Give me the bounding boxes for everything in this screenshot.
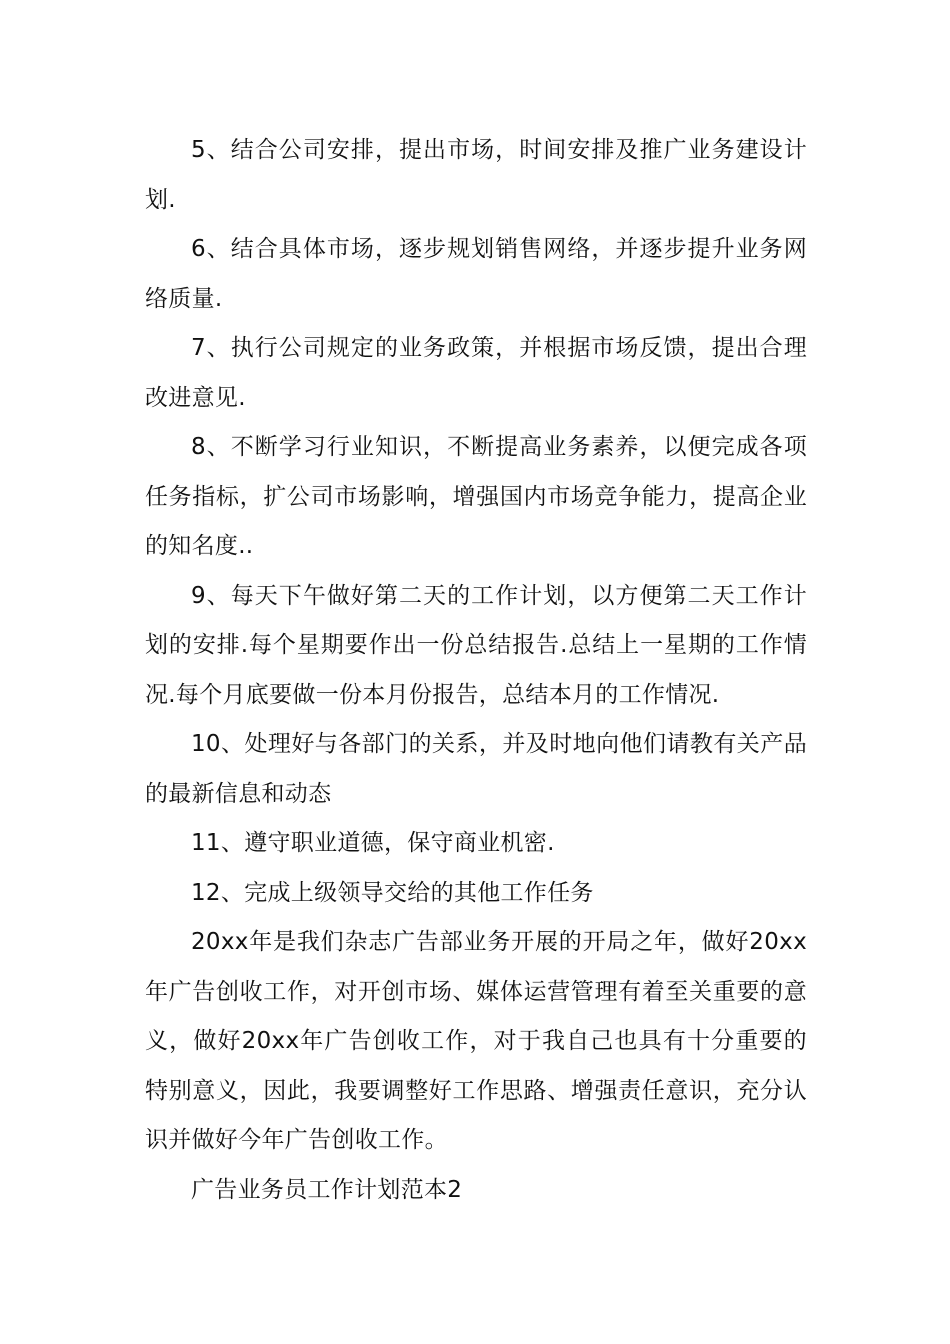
paragraph-item-11: 11、遵守职业道德，保守商业机密. [191,830,555,856]
paragraph-summary: 20xx年是我们杂志广告部业务开展的开局之年，做好20xx年广告创收工作，对开创市场、媒体运营管理有着至关重要的意义，做好20xx年广告创收工作，对于我自己也具有十分重要的特别意义，因此，我要调整好工作思路、增强责任意识，充分认识并做好今年广告创收工作。 [145,929,807,1153]
paragraph-item-7: 7、执行公司规定的业务政策，并根据市场反馈，提出合理改进意见. [145,335,807,411]
paragraph-item-5: 5、结合公司安排，提出市场，时间安排及推广业务建设计划. [145,137,807,213]
paragraph-item-8: 8、不断学习行业知识，不断提高业务素养，以便完成各项任务指标，扩公司市场影响，增强国内市场竞争能力，提高企业的知名度.. [145,434,807,559]
paragraph-item-9: 9、每天下午做好第二天的工作计划，以方便第二天工作计划的安排.每个星期要作出一份总结报告.总结上一星期的工作情况.每个月底要做一份本月份报告，总结本月的工作情况. [145,582,807,708]
document-body [145,126,807,1215]
paragraph-item-10: 10、处理好与各部门的关系，并及时地向他们请教有关产品的最新信息和动态 [145,731,807,807]
paragraph-item-6: 6、结合具体市场，逐步规划销售网络，并逐步提升业务网络质量. [145,236,807,312]
section-heading: 广告业务员工作计划范本2 [191,1176,463,1203]
paragraph-item-12: 12、完成上级领导交给的其他工作任务 [191,879,594,906]
